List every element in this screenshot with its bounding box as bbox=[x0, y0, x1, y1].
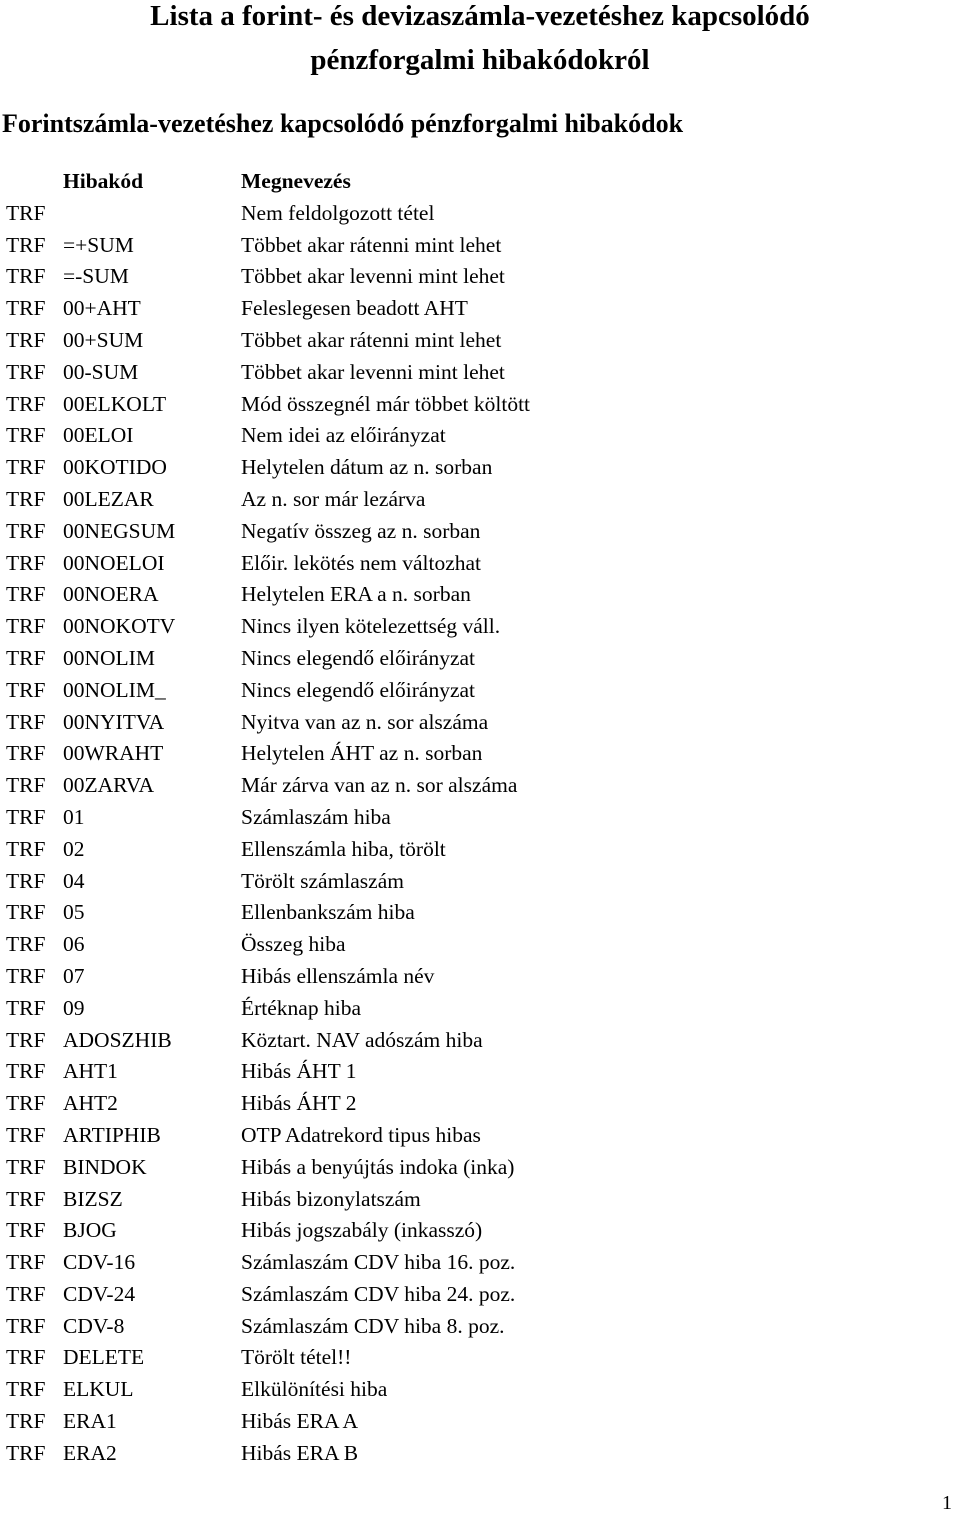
row-error-code: 00NOELOI bbox=[63, 550, 165, 575]
row-prefix: TRF bbox=[6, 550, 46, 575]
row-description: Többet akar levenni mint lehet bbox=[241, 359, 505, 384]
document-title-line-1: Lista a forint- és devizaszámla-vezetéshez kapcsolódó bbox=[150, 0, 810, 32]
row-description: Előir. lekötés nem változhat bbox=[241, 550, 482, 575]
table-row bbox=[0, 1279, 960, 1311]
row-error-code: DELETE bbox=[63, 1345, 145, 1370]
row-prefix: TRF bbox=[6, 645, 46, 670]
document-title-line-2: pénzforgalmi hibakódokról bbox=[310, 44, 650, 76]
row-description: Összeg hiba bbox=[241, 932, 346, 957]
page-number: 1 bbox=[942, 1492, 952, 1514]
section-subtitle: Forintszámla-vezetéshez kapcsolódó pénzforgalmi hibakódok bbox=[2, 109, 684, 138]
row-description: Számlaszám CDV hiba 8. poz. bbox=[241, 1313, 505, 1338]
row-description: Számlaszám CDV hiba 16. poz. bbox=[241, 1250, 516, 1275]
row-description: Hibás ÁHT 2 bbox=[241, 1091, 357, 1116]
table-row bbox=[0, 357, 960, 389]
row-description: Értéknap hiba bbox=[241, 995, 361, 1020]
table-row bbox=[0, 1152, 960, 1184]
row-description: Köztart. NAV adószám hiba bbox=[241, 1027, 483, 1052]
row-description: Hibás ERA A bbox=[241, 1409, 359, 1434]
row-description: Hibás jogszabály (inkasszó) bbox=[241, 1218, 483, 1243]
table-row bbox=[0, 420, 960, 452]
row-prefix: TRF bbox=[6, 486, 46, 511]
row-prefix: TRF bbox=[6, 1345, 46, 1370]
row-error-code: CDV-16 bbox=[63, 1250, 136, 1275]
row-description: Helytelen ERA a n. sorban bbox=[241, 582, 471, 607]
row-prefix: TRF bbox=[6, 582, 46, 607]
table-row bbox=[0, 1342, 960, 1374]
row-error-code: 00NOLIM bbox=[63, 645, 155, 670]
table-row bbox=[0, 1311, 960, 1343]
row-error-code: 02 bbox=[63, 836, 85, 861]
row-prefix: TRF bbox=[6, 391, 46, 416]
row-error-code: =-SUM bbox=[63, 264, 129, 289]
table-header-row bbox=[0, 166, 960, 198]
table-body bbox=[0, 198, 960, 1470]
table-row bbox=[0, 929, 960, 961]
row-error-code: BJOG bbox=[63, 1218, 117, 1243]
row-description: Nincs elegendő előirányzat bbox=[241, 677, 476, 702]
row-prefix: TRF bbox=[6, 327, 46, 352]
table-row bbox=[0, 293, 960, 325]
row-description: Feleslegesen beadott AHT bbox=[241, 296, 468, 321]
row-description: Már zárva van az n. sor alszáma bbox=[241, 773, 518, 798]
table-row bbox=[0, 1438, 960, 1470]
table-row bbox=[0, 770, 960, 802]
row-prefix: TRF bbox=[6, 1154, 46, 1179]
row-description: Nincs elegendő előirányzat bbox=[241, 645, 476, 670]
table-row bbox=[0, 993, 960, 1025]
table-row bbox=[0, 611, 960, 643]
row-prefix: TRF bbox=[6, 1059, 46, 1084]
row-error-code: 00WRAHT bbox=[63, 741, 164, 766]
table-row bbox=[0, 1088, 960, 1120]
table-row bbox=[0, 484, 960, 516]
table-row bbox=[0, 1215, 960, 1247]
row-description: Törölt tétel!! bbox=[241, 1345, 352, 1370]
row-description: Helytelen ÁHT az n. sorban bbox=[241, 741, 483, 766]
row-error-code: CDV-8 bbox=[63, 1313, 125, 1338]
row-error-code: 00NOERA bbox=[63, 582, 159, 607]
table-row bbox=[0, 1374, 960, 1406]
row-error-code: 00LEZAR bbox=[63, 486, 154, 511]
row-error-code: 00ELKOLT bbox=[63, 391, 167, 416]
row-error-code: ERA1 bbox=[63, 1409, 117, 1434]
row-description: Hibás bizonylatszám bbox=[241, 1186, 421, 1211]
row-prefix: TRF bbox=[6, 264, 46, 289]
row-error-code: AHT2 bbox=[63, 1091, 118, 1116]
row-prefix: TRF bbox=[6, 1409, 46, 1434]
row-prefix: TRF bbox=[6, 773, 46, 798]
row-prefix: TRF bbox=[6, 709, 46, 734]
table-row bbox=[0, 961, 960, 993]
table-row bbox=[0, 389, 960, 421]
row-error-code: 00-SUM bbox=[63, 359, 139, 384]
row-description: Mód összegnél már többet költött bbox=[241, 391, 531, 416]
row-error-code: 00ELOI bbox=[63, 423, 134, 448]
row-error-code: 00KOTIDO bbox=[63, 455, 167, 480]
row-description: Nem feldolgozott tétel bbox=[241, 200, 435, 225]
row-prefix: TRF bbox=[6, 900, 46, 925]
row-description: Helytelen dátum az n. sorban bbox=[241, 455, 493, 480]
row-prefix: TRF bbox=[6, 836, 46, 861]
row-prefix: TRF bbox=[6, 741, 46, 766]
row-prefix: TRF bbox=[6, 1440, 46, 1465]
row-prefix: TRF bbox=[6, 1027, 46, 1052]
header-description: Megnevezés bbox=[241, 169, 351, 193]
table-row bbox=[0, 1406, 960, 1438]
row-description: Többet akar levenni mint lehet bbox=[241, 264, 505, 289]
table-row bbox=[0, 802, 960, 834]
table-row bbox=[0, 1247, 960, 1279]
row-error-code: 00ZARVA bbox=[63, 773, 155, 798]
row-description: Törölt számlaszám bbox=[241, 868, 404, 893]
row-error-code: 04 bbox=[63, 868, 85, 893]
row-prefix: TRF bbox=[6, 518, 46, 543]
table-row bbox=[0, 1056, 960, 1088]
row-error-code: 05 bbox=[63, 900, 85, 925]
table-row bbox=[0, 738, 960, 770]
row-description: Hibás a benyújtás indoka (inka) bbox=[241, 1154, 515, 1179]
row-error-code: 00+AHT bbox=[63, 296, 141, 321]
row-description: Nincs ilyen kötelezettség váll. bbox=[241, 614, 501, 639]
row-error-code: ERA2 bbox=[63, 1440, 117, 1465]
row-prefix: TRF bbox=[6, 1122, 46, 1147]
row-prefix: TRF bbox=[6, 677, 46, 702]
row-prefix: TRF bbox=[6, 1313, 46, 1338]
row-prefix: TRF bbox=[6, 455, 46, 480]
table-row bbox=[0, 261, 960, 293]
table-row bbox=[0, 516, 960, 548]
row-prefix: TRF bbox=[6, 868, 46, 893]
row-description: Ellenbankszám hiba bbox=[241, 900, 415, 925]
table-row bbox=[0, 675, 960, 707]
row-description: Ellenszámla hiba, törölt bbox=[241, 836, 446, 861]
row-error-code: 09 bbox=[63, 995, 85, 1020]
row-error-code: 00NEGSUM bbox=[63, 518, 176, 543]
document-title bbox=[0, 0, 960, 82]
row-error-code: 00NYITVA bbox=[63, 709, 165, 734]
row-error-code: 01 bbox=[63, 804, 85, 829]
table-row bbox=[0, 198, 960, 230]
row-description: Többet akar rátenni mint lehet bbox=[241, 327, 502, 352]
row-error-code: =+SUM bbox=[63, 232, 134, 257]
row-description: Nem idei az előirányzat bbox=[241, 423, 446, 448]
table-row bbox=[0, 866, 960, 898]
table-row bbox=[0, 1184, 960, 1216]
row-error-code: 00NOLIM_ bbox=[63, 677, 166, 702]
row-prefix: TRF bbox=[6, 232, 46, 257]
row-prefix: TRF bbox=[6, 359, 46, 384]
row-description: Számlaszám hiba bbox=[241, 804, 391, 829]
table-row bbox=[0, 707, 960, 739]
row-description: Többet akar rátenni mint lehet bbox=[241, 232, 502, 257]
row-description: Elkülönítési hiba bbox=[241, 1377, 388, 1402]
row-prefix: TRF bbox=[6, 932, 46, 957]
row-prefix: TRF bbox=[6, 995, 46, 1020]
row-prefix: TRF bbox=[6, 1250, 46, 1275]
row-prefix: TRF bbox=[6, 963, 46, 988]
table-row bbox=[0, 897, 960, 929]
row-description: Hibás ERA B bbox=[241, 1440, 359, 1465]
table-row bbox=[0, 452, 960, 484]
table-row bbox=[0, 1120, 960, 1152]
row-prefix: TRF bbox=[6, 1091, 46, 1116]
error-code-table bbox=[0, 166, 960, 1470]
row-prefix: TRF bbox=[6, 296, 46, 321]
row-error-code: BINDOK bbox=[63, 1154, 147, 1179]
table-row bbox=[0, 230, 960, 262]
row-prefix: TRF bbox=[6, 1218, 46, 1243]
row-description: Számlaszám CDV hiba 24. poz. bbox=[241, 1281, 516, 1306]
table-row bbox=[0, 1025, 960, 1057]
row-error-code: 00NOKOTV bbox=[63, 614, 176, 639]
table-row bbox=[0, 548, 960, 580]
row-prefix: TRF bbox=[6, 804, 46, 829]
table-row bbox=[0, 834, 960, 866]
row-error-code: 00+SUM bbox=[63, 327, 144, 352]
row-prefix: TRF bbox=[6, 1281, 46, 1306]
row-description: Az n. sor már lezárva bbox=[241, 486, 426, 511]
row-error-code: ADOSZHIB bbox=[63, 1027, 172, 1052]
row-error-code: BIZSZ bbox=[63, 1186, 123, 1211]
row-prefix: TRF bbox=[6, 423, 46, 448]
row-prefix: TRF bbox=[6, 200, 46, 225]
row-prefix: TRF bbox=[6, 614, 46, 639]
row-description: Hibás ÁHT 1 bbox=[241, 1059, 357, 1084]
table-row bbox=[0, 579, 960, 611]
row-error-code: 06 bbox=[63, 932, 85, 957]
row-description: OTP Adatrekord tipus hibas bbox=[241, 1122, 481, 1147]
row-prefix: TRF bbox=[6, 1377, 46, 1402]
row-error-code: ELKUL bbox=[63, 1377, 134, 1402]
row-prefix: TRF bbox=[6, 1186, 46, 1211]
header-error-code: Hibakód bbox=[63, 169, 144, 193]
row-error-code: CDV-24 bbox=[63, 1281, 136, 1306]
row-description: Nyitva van az n. sor alszáma bbox=[241, 709, 489, 734]
row-error-code: AHT1 bbox=[63, 1059, 118, 1084]
row-description: Hibás ellenszámla név bbox=[241, 963, 435, 988]
row-error-code: ARTIPHIB bbox=[63, 1122, 161, 1147]
row-error-code: 07 bbox=[63, 963, 85, 988]
row-description: Negatív összeg az n. sorban bbox=[241, 518, 481, 543]
table-row bbox=[0, 325, 960, 357]
table-row bbox=[0, 643, 960, 675]
